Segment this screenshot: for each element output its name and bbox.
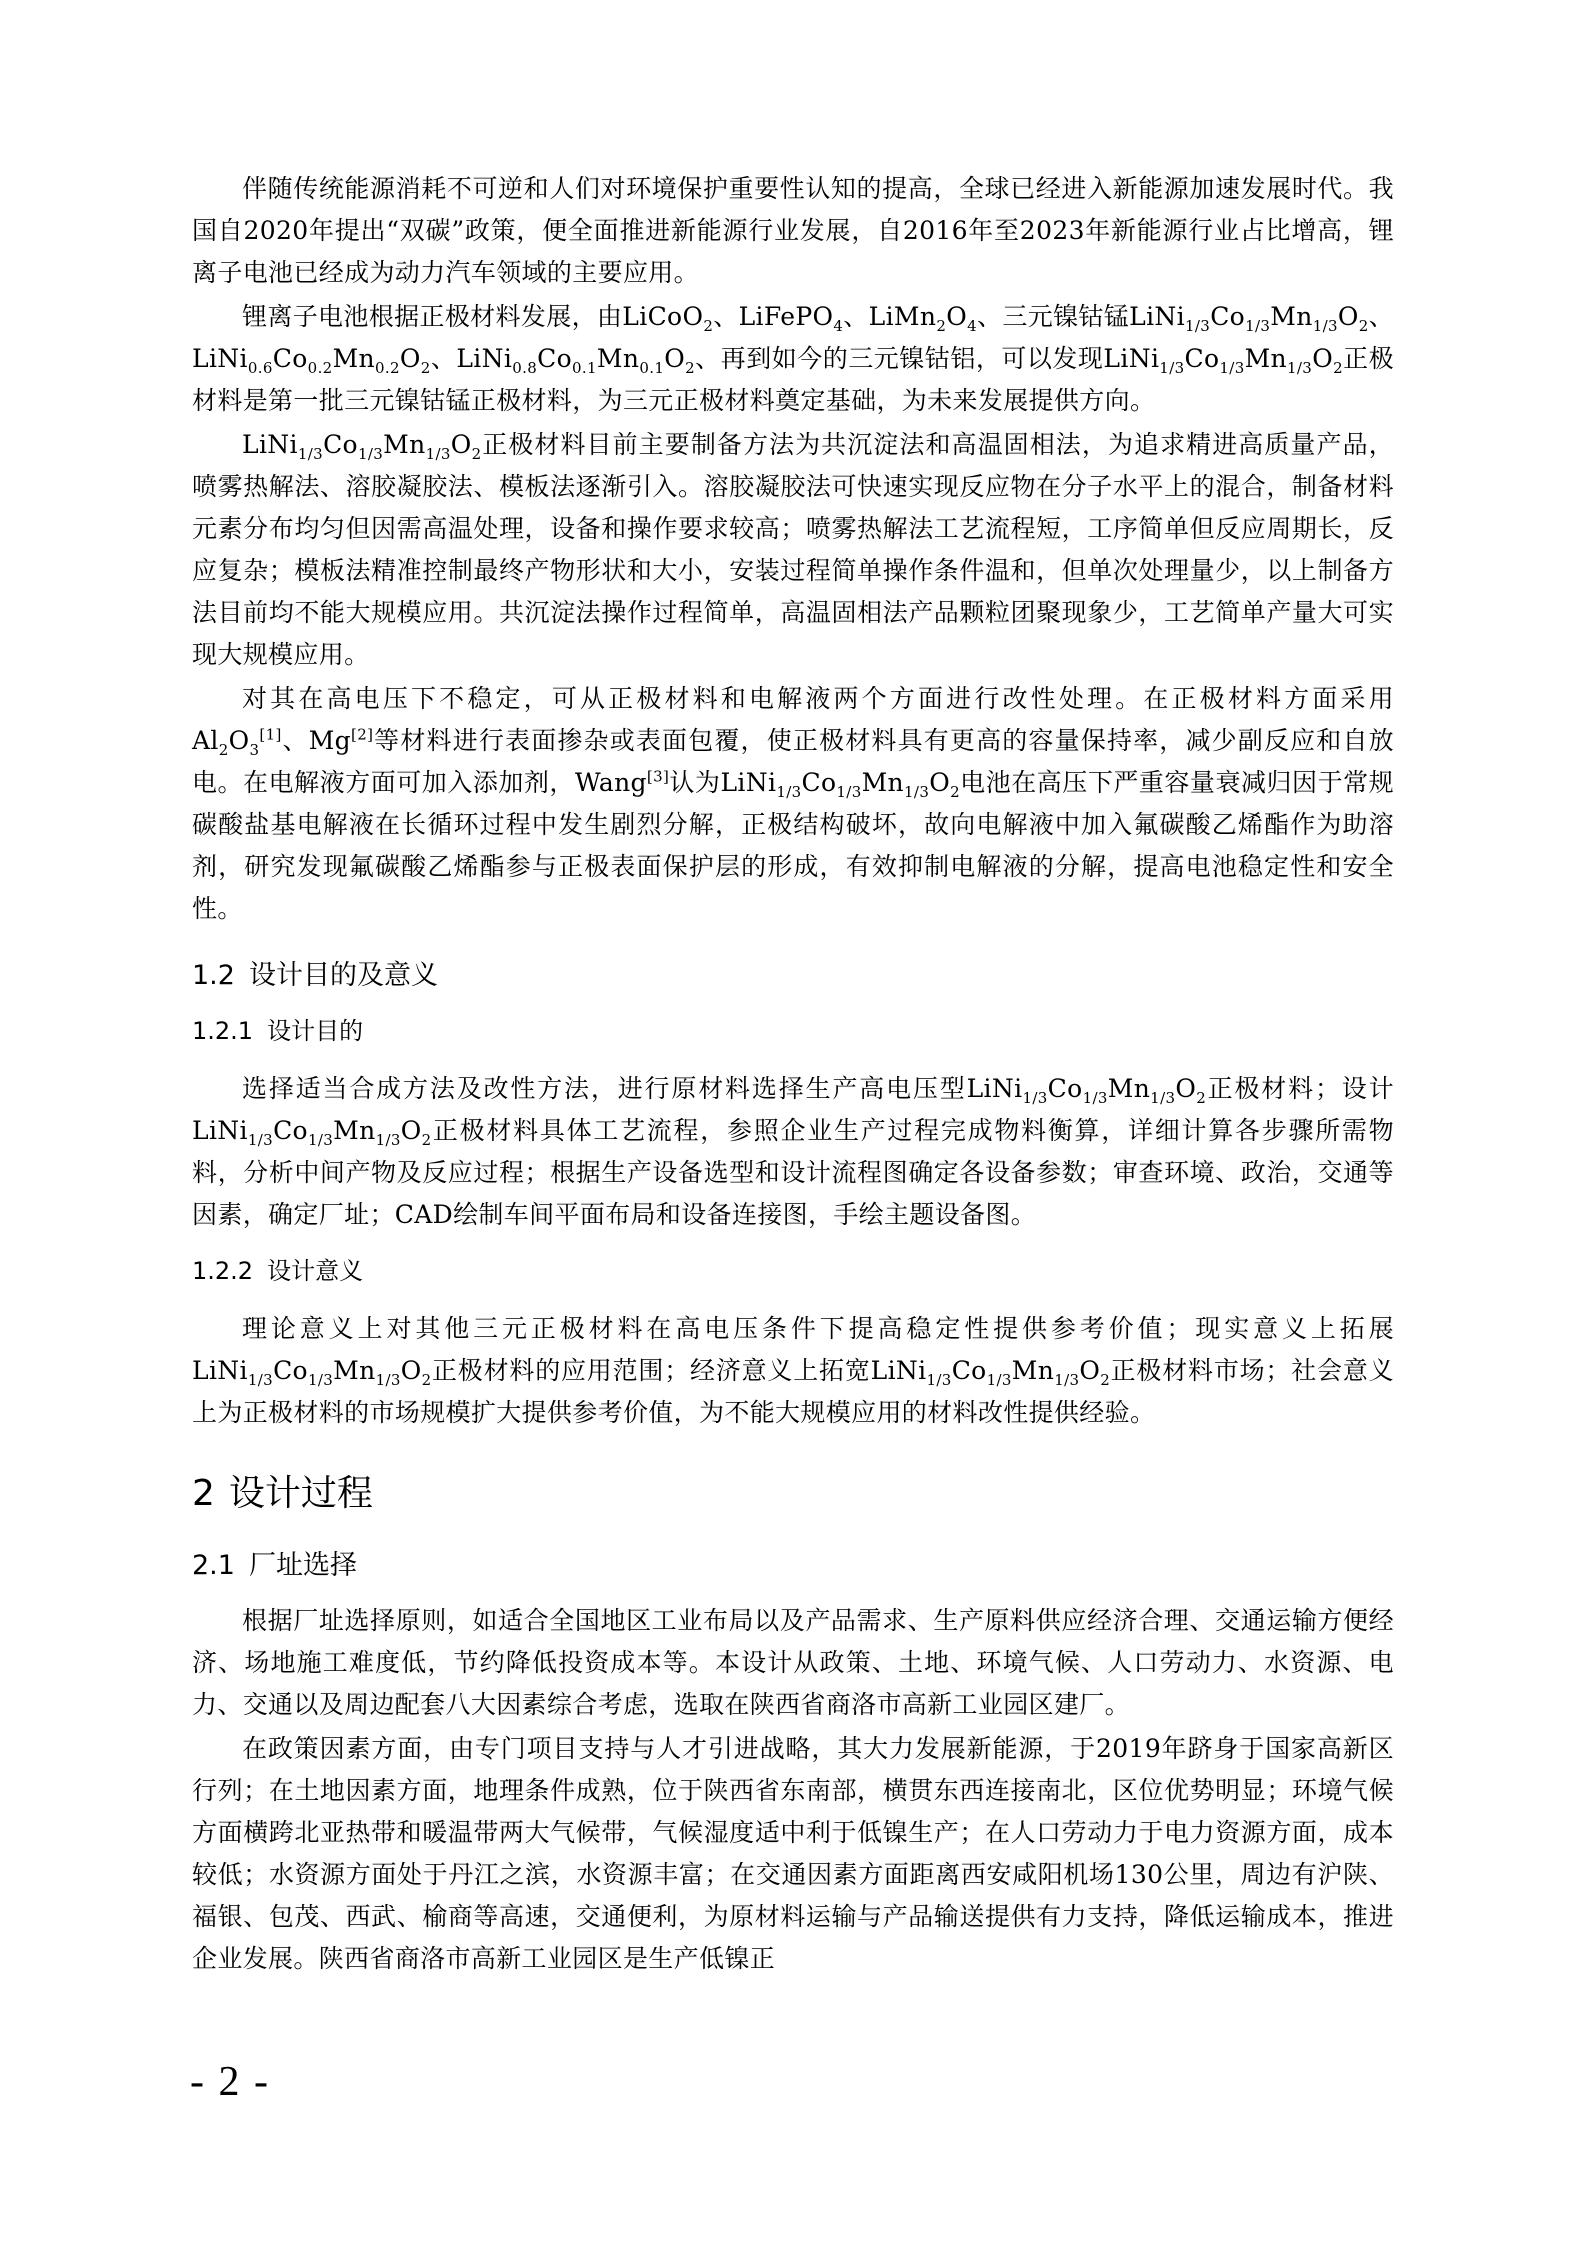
heading-1-2-2: 1.2.2 设计意义 — [192, 1257, 364, 1285]
intro-paragraph-2: 锂离子电池根据正极材料发展，由LiCoO$_2$、LiFePO$_4$、$LiMn_2O_4$、三元镍钴锰$LiNi_{1/3}Co_{1/3}Mn_{1/3}O_2$、$LiNi_{0.6}Co_{0.2}Mn_{0.2}O_2$、$LiNi_{0.8}Co_{0.1}Mn_{0.1}O_2$、再到如今的三元镍钴铝，可以发现$LiNi_{1/3}Co_{1/3}Mn_{1/3}O_2$正极材料是第一批三元镍钴锰正极材料，为三元正极材料奠定基础，为未来发展提供方向。 — [192, 302, 1395, 415]
heading-2-1: 2.1 厂址选择 — [192, 1550, 357, 1581]
design-significance-paragraph: 理论意义上对其他三元正极材料在高电压条件下提高稳定性提供参考价值；现实意义上拓展$LiNi_{1/3}Co_{1/3}Mn_{1/3}O_2$正极材料的应用范围；经济意义上拓宽$LiNi_{1/3}Co_{1/3}Mn_{1/3}O_2$正极材料市场；社会意义上为正极材料的市场规模扩大提供参考价值，为不能大规模应用的材料改性提供经验。 — [192, 1314, 1394, 1427]
site-selection-paragraph-1: 根据厂址选择原则，如适合全国地区工业布局以及产品需求、生产原料供应经济合理、交通运输方便经济、场地施工难度低，节约降低投资成本等。本设计从政策、土地、环境气候、人口劳动力、水资源、电力、交通以及周边配套八大因素综合考虑，选取在陕西省商洛市高新工业园区建厂。 — [192, 1606, 1394, 1719]
intro-paragraph-1: 伴随传统能源消耗不可逆和人们对环境保护重要性认知的提高，全球已经进入新能源加速发展时代。我国自2020年提出“双碳”政策，便全面推进新能源行业发展，自2016年至2023年新能源行业占比增高，锂离子电池已经成为动力汽车领域的主要应用。 — [192, 174, 1394, 287]
citation-2: [2] — [351, 725, 374, 744]
page-number: - 2 - — [190, 2059, 270, 2105]
heading-1-2-1: 1.2.1 设计目的 — [192, 1017, 364, 1045]
heading-2: 2 设计过程 — [192, 1473, 373, 1514]
intro-paragraph-3: $LiNi_{1/3}Co_{1/3}Mn_{1/3}O_2$正极材料目前主要制备方法为共沉淀法和高温固相法，为追求精进高质量产品，喷雾热解法、溶胶凝胶法、模板法逐渐引入。溶胶凝胶法可快速实现反应物在分子水平上的混合，制备材料元素分布均匀但因需高温处理，设备和操作要求较高；喷雾热解法工艺流程短，工序简单但反应周期长，反应复杂；模板法精准控制最终产物形状和大小，安装过程简单操作条件温和，但单次处理量少，以上制备方法目前均不能大规模应用。共沉淀法操作过程简单，高温固相法产品颗粒团聚现象少，工艺简单产量大可实现大规模应用。 — [192, 430, 1394, 669]
heading-1-2: 1.2 设计目的及意义 — [192, 960, 438, 991]
citation-1: [1] — [259, 725, 282, 744]
intro-paragraph-4: 对其在高电压下不稳定，可从正极材料和电解液两个方面进行改性处理。在正极材料方面采用$Al_2O_3[1]$、Mg[2]等材料进行表面掺杂或表面包覆，使正极材料具有更高的容量保持率，减少副反应和自放电。在电解液方面可加入添加剂，Wang[3]认为$LiNi_{1/3}Co_{1/3}Mn_{1/3}O_2$电池在高压下严重容量衰减归因于常规碳酸盐基电解液在长循环过程中发生剧烈分解，正极结构破坏，故向电解液中加入氟碳酸乙烯酯作为助溶剂，研究发现氟碳酸乙烯酯参与正极表面保护层的形成，有效抑制电解液的分解，提高电池稳定性和安全性。 — [192, 684, 1394, 923]
citation-3: [3] — [646, 767, 670, 786]
design-purpose-paragraph: 选择适当合成方法及改性方法，进行原材料选择生产高电压型$LiNi_{1/3}Co_{1/3}Mn_{1/3}O_2$正极材料；设计$LiNi_{1/3}Co_{1/3}Mn_{1/3}O_2$正极材料具体工艺流程，参照企业生产过程完成物料衡算，详细计算各步骤所需物料，分析中间产物及反应过程；根据生产设备选型和设计流程图确定各设备参数；审查环境、政治，交通等因素，确定厂址；CAD绘制车间平面布局和设备连接图，手绘主题设备图。 — [192, 1074, 1394, 1229]
page-content — [192, 168, 1394, 1982]
site-selection-paragraph-2: 在政策因素方面，由专门项目支持与人才引进战略，其大力发展新能源，于2019年跻身于国家高新区行列；在土地因素方面，地理条件成熟，位于陕西省东南部，横贯东西连接南北，区位优势明显；环境气候方面横跨北亚热带和暖温带两大气候带，气候湿度适中利于低镍生产；在人口劳动力于电力资源方面，成本较低；水资源方面处于丹江之滨，水资源丰富；在交通因素方面距离西安咸阳机场130公里，周边有沪陕、福银、包茂、西武、榆商等高速，交通便利，为原材料运输与产品输送提供有力支持，降低运输成本，推进企业发展。陕西省商洛市高新工业园区是生产低镍正 — [192, 1734, 1394, 1973]
